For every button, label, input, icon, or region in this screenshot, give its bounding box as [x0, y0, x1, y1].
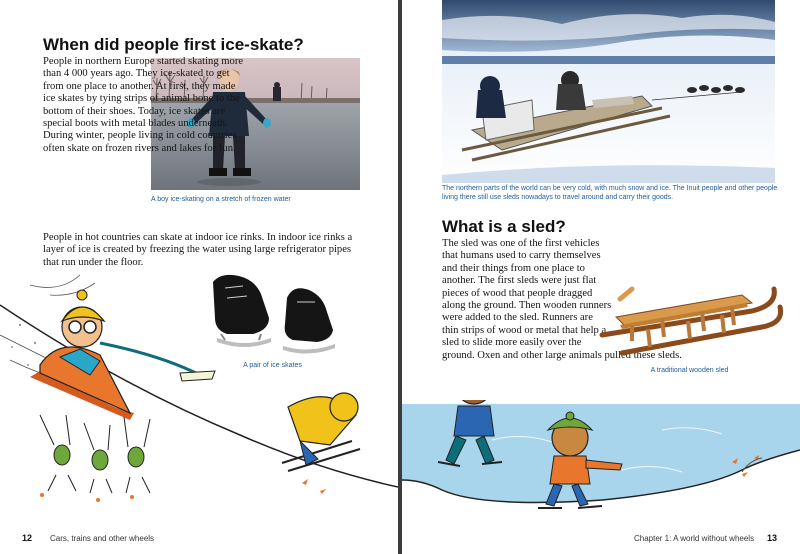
left-para-2: People in hot countries can skate at indoor ice rinks. In indoor ice rinks a layer of ice is created by freezing the water using large refrigerator pipes that run under the floor. [43, 232, 353, 268]
left-page-heading: When did people first ice-skate? [43, 35, 304, 54]
page-number-13: 13 [767, 533, 778, 543]
skates-caption: A pair of ice skates [243, 362, 302, 369]
wooden-sled-caption: A traditional wooden sled [650, 367, 729, 374]
dog-sled-photo [442, 0, 775, 183]
right-footer-chapter: Chapter 1: A world without wheels [634, 534, 755, 543]
left-para-1 [43, 56, 360, 200]
right-page-heading: What is a sled? [442, 217, 566, 236]
skating-pond-cartoon [402, 400, 800, 530]
left-page [0, 0, 398, 554]
wooden-sled-photo [592, 277, 787, 369]
left-para-1-text: People in northern Europe started skating more than 4 000 years ago. They ice-skated to get from one place to another. At first, they made ice skates by tying strips of animal bone to the bottom of their shoes. Today, ice skates are special boots with metal blades underneath. During winter, people living in cold countries often skate on frozen rivers and lakes for fun. [43, 56, 244, 154]
ice-skates-photo [205, 268, 340, 356]
page-number-12: 12 [22, 533, 33, 543]
sled-photo-caption: The northern parts of the world can be very cold, with much snow and ice. The Inuit people and other people living there still use sleds nowadays to travel around and carry their goods. [442, 185, 778, 201]
right-page [402, 0, 800, 554]
left-footer-title: Cars, trains and other wheels [50, 534, 155, 543]
boy-photo-caption: A boy ice-skating on a stretch of frozen water [151, 196, 291, 203]
right-para-text: The sled was one of the first vehicles that humans used to carry themselves and their things from one place to another. The first sleds were just flat pieces of wood that people dragged along the ground. Then wooden runners were added to the sled. Runners are thin strips of wood or metal that help a sled to slide more easily over the ground. Oxen and other large animals pulled these sleds. [442, 238, 682, 361]
text-wrap-spacer [250, 56, 360, 200]
